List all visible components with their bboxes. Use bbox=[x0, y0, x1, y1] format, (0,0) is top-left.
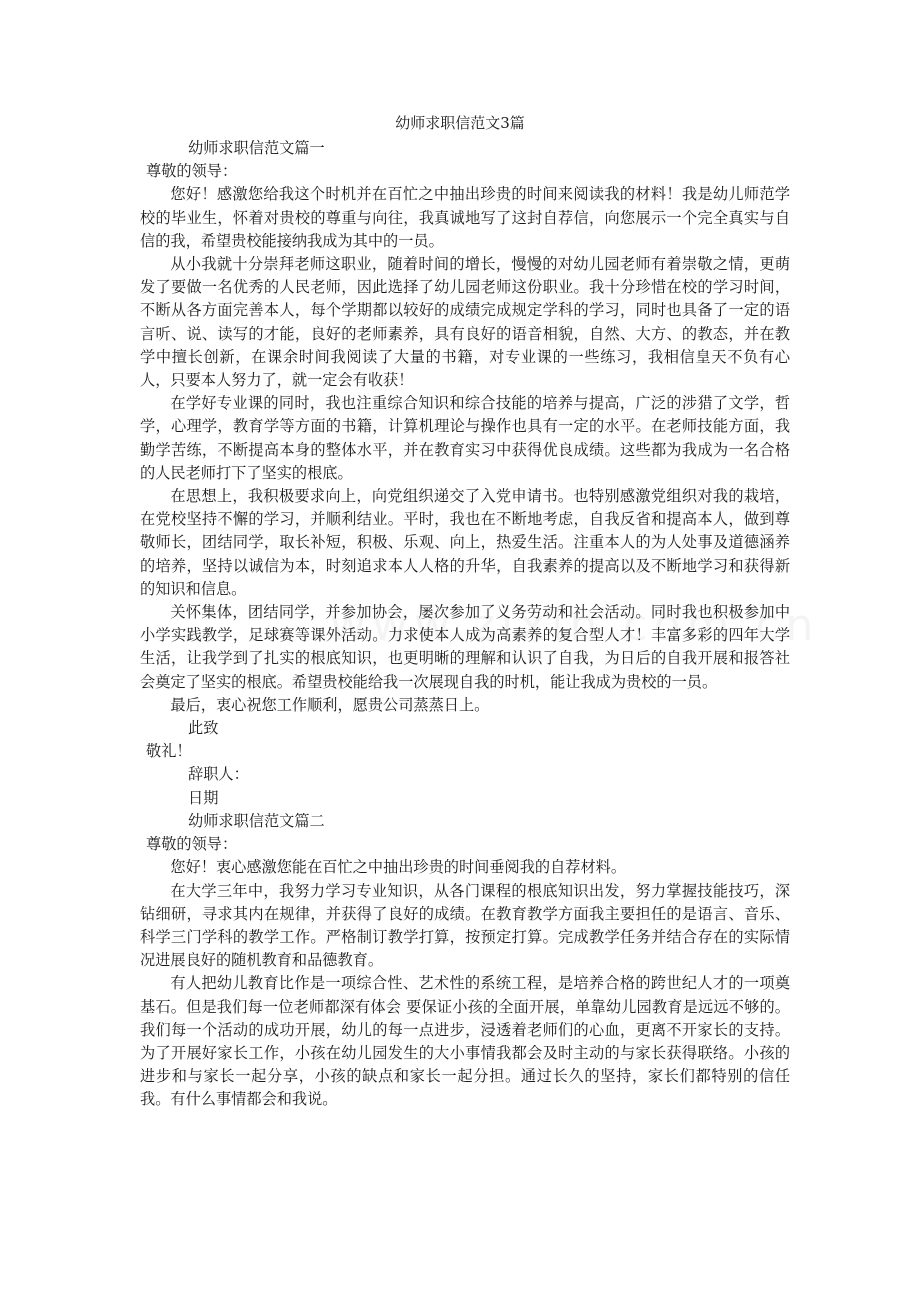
letter1-signer: 辞职人： bbox=[188, 765, 249, 784]
letter2-salutation: 尊敬的领导： bbox=[146, 835, 238, 854]
document-title: 幼师求职信范文3篇 bbox=[395, 114, 525, 132]
letter1-paragraph: 关怀集体，团结同学，并参加协会，屡次参加了义务劳动和社会活动。同时我也积极参加中小学实践教学，足球赛等课外活动。力求使本人成为高素养的复合型人才！丰富多彩的四年大学生活，让我学到了扎实的根底知识，也更明晰的理解和认识了自我，为日后的自我开展和报答社会奠定了坚实的根底。希望贵校能给我一次展现自我的时机，能让我成为贵校的一员。 bbox=[140, 603, 790, 691]
letter1-heading: 幼师求职信范文篇一 bbox=[188, 139, 325, 157]
letter2-heading: 幼师求职信范文篇二 bbox=[188, 811, 325, 830]
letter2-paragraph: 有人把幼儿教育比作是一项综合性、艺术性的系统工程，是培养合格的跨世纪人才的一项奠基石。但是我们每一位老师都深有体会 要保证小孩的全面开展，单靠幼儿园教育是远远不够的。我们每一个活动的成功开展，幼儿的每一点进步，浸透着老师们的心血，更离不开家长的支持。为了开展好家长工作，小孩在幼儿园发生的大小事情我都会及时主动的与家长获得联络。小孩的进步和与家长一起分享，小孩的缺点和家长一起分担。通过长久的坚持，家长们都特别的信任我。有什么事情都会和我说。 bbox=[140, 974, 790, 1109]
letter1-paragraph: 在思想上，我积极要求向上，向党组织递交了入党申请书。也特别感激党组织对我的栽培，在党校坚持不懈的学习，并顺利结业。平时，我也在不断地考虑，自我反省和提高本人，做到尊敬师长，团结同学，取长补短，积极、乐观、向上，热爱生活。注重本人的为人处事及道德涵养的培养，坚持以诚信为本，时刻追求本人人格的升华，自我素养的提高以及不断地学习和获得新的知识和信息。 bbox=[140, 487, 790, 598]
letter1-salutation: 尊敬的领导： bbox=[146, 162, 238, 181]
document-body bbox=[140, 137, 790, 1112]
letter1-paragraph: 最后，衷心祝您工作顺利，愿贵公司蒸蒸日上。 bbox=[170, 695, 490, 714]
letter1-paragraph: 在学好专业课的同时，我也注重综合知识和综合技能的培养与提高，广泛的涉猎了文学，哲学，心理学，教育学等方面的书籍，计算机理论与操作也具有一定的水平。在老师技能方面，我勤学苦练，不断提高本身的整体水平，并在教育实习中获得优良成绩。这些都为我成为一名合格的人民老师打下了坚实的根底。 bbox=[140, 394, 790, 482]
letter1-regards: 敬礼！ bbox=[146, 742, 192, 761]
letter2-paragraph: 在大学三年中，我努力学习专业知识，从各门课程的根底知识出发，努力掌握技能技巧，深钻细研，寻求其内在规律，并获得了良好的成绩。在教育教学方面我主要担任的是语言、音乐、科学三门学科的教学工作。严格制订教学打算，按预定打算。完成教学任务并结合存在的实际情况进展良好的随机教育和品德教育。 bbox=[140, 881, 790, 970]
letter2-paragraph: 您好！衷心感激您能在百忙之中抽出珍贵的时间垂阅我的自荐材料。 bbox=[170, 858, 627, 877]
letter1-paragraph: 从小我就十分崇拜老师这职业，随着时间的增长，慢慢的对幼儿园老师有着崇敬之情，更萌发了要做一名优秀的人民老师，因此选择了幼儿园老师这份职业。我十分珍惜在校的学习时间，不断从各方面完善本人，每个学期都以较好的成绩完成规定学科的学习，同时也具备了一定的语言听、说、读写的才能，良好的老师素养，具有良好的语音相貌，自然、大方、的教态，并在教学中擅长创新，在课余时间我阅读了大量的书籍，对专业课的一些练习，我相信皇天不负有心人，只要本人努力了，就一定会有收获！ bbox=[140, 255, 790, 390]
letter1-date: 日期 bbox=[188, 788, 219, 807]
letter1-paragraph: 您好！感激您给我这个时机并在百忙之中抽出珍贵的时间来阅读我的材料！我是幼儿师范学校的毕业生，怀着对贵校的尊重与向往，我真诚地写了这封自荐信，向您展示一个完全真实与自信的我，希望贵校能接纳我成为其中的一员。 bbox=[140, 185, 790, 250]
letter1-closing: 此致 bbox=[188, 719, 219, 738]
